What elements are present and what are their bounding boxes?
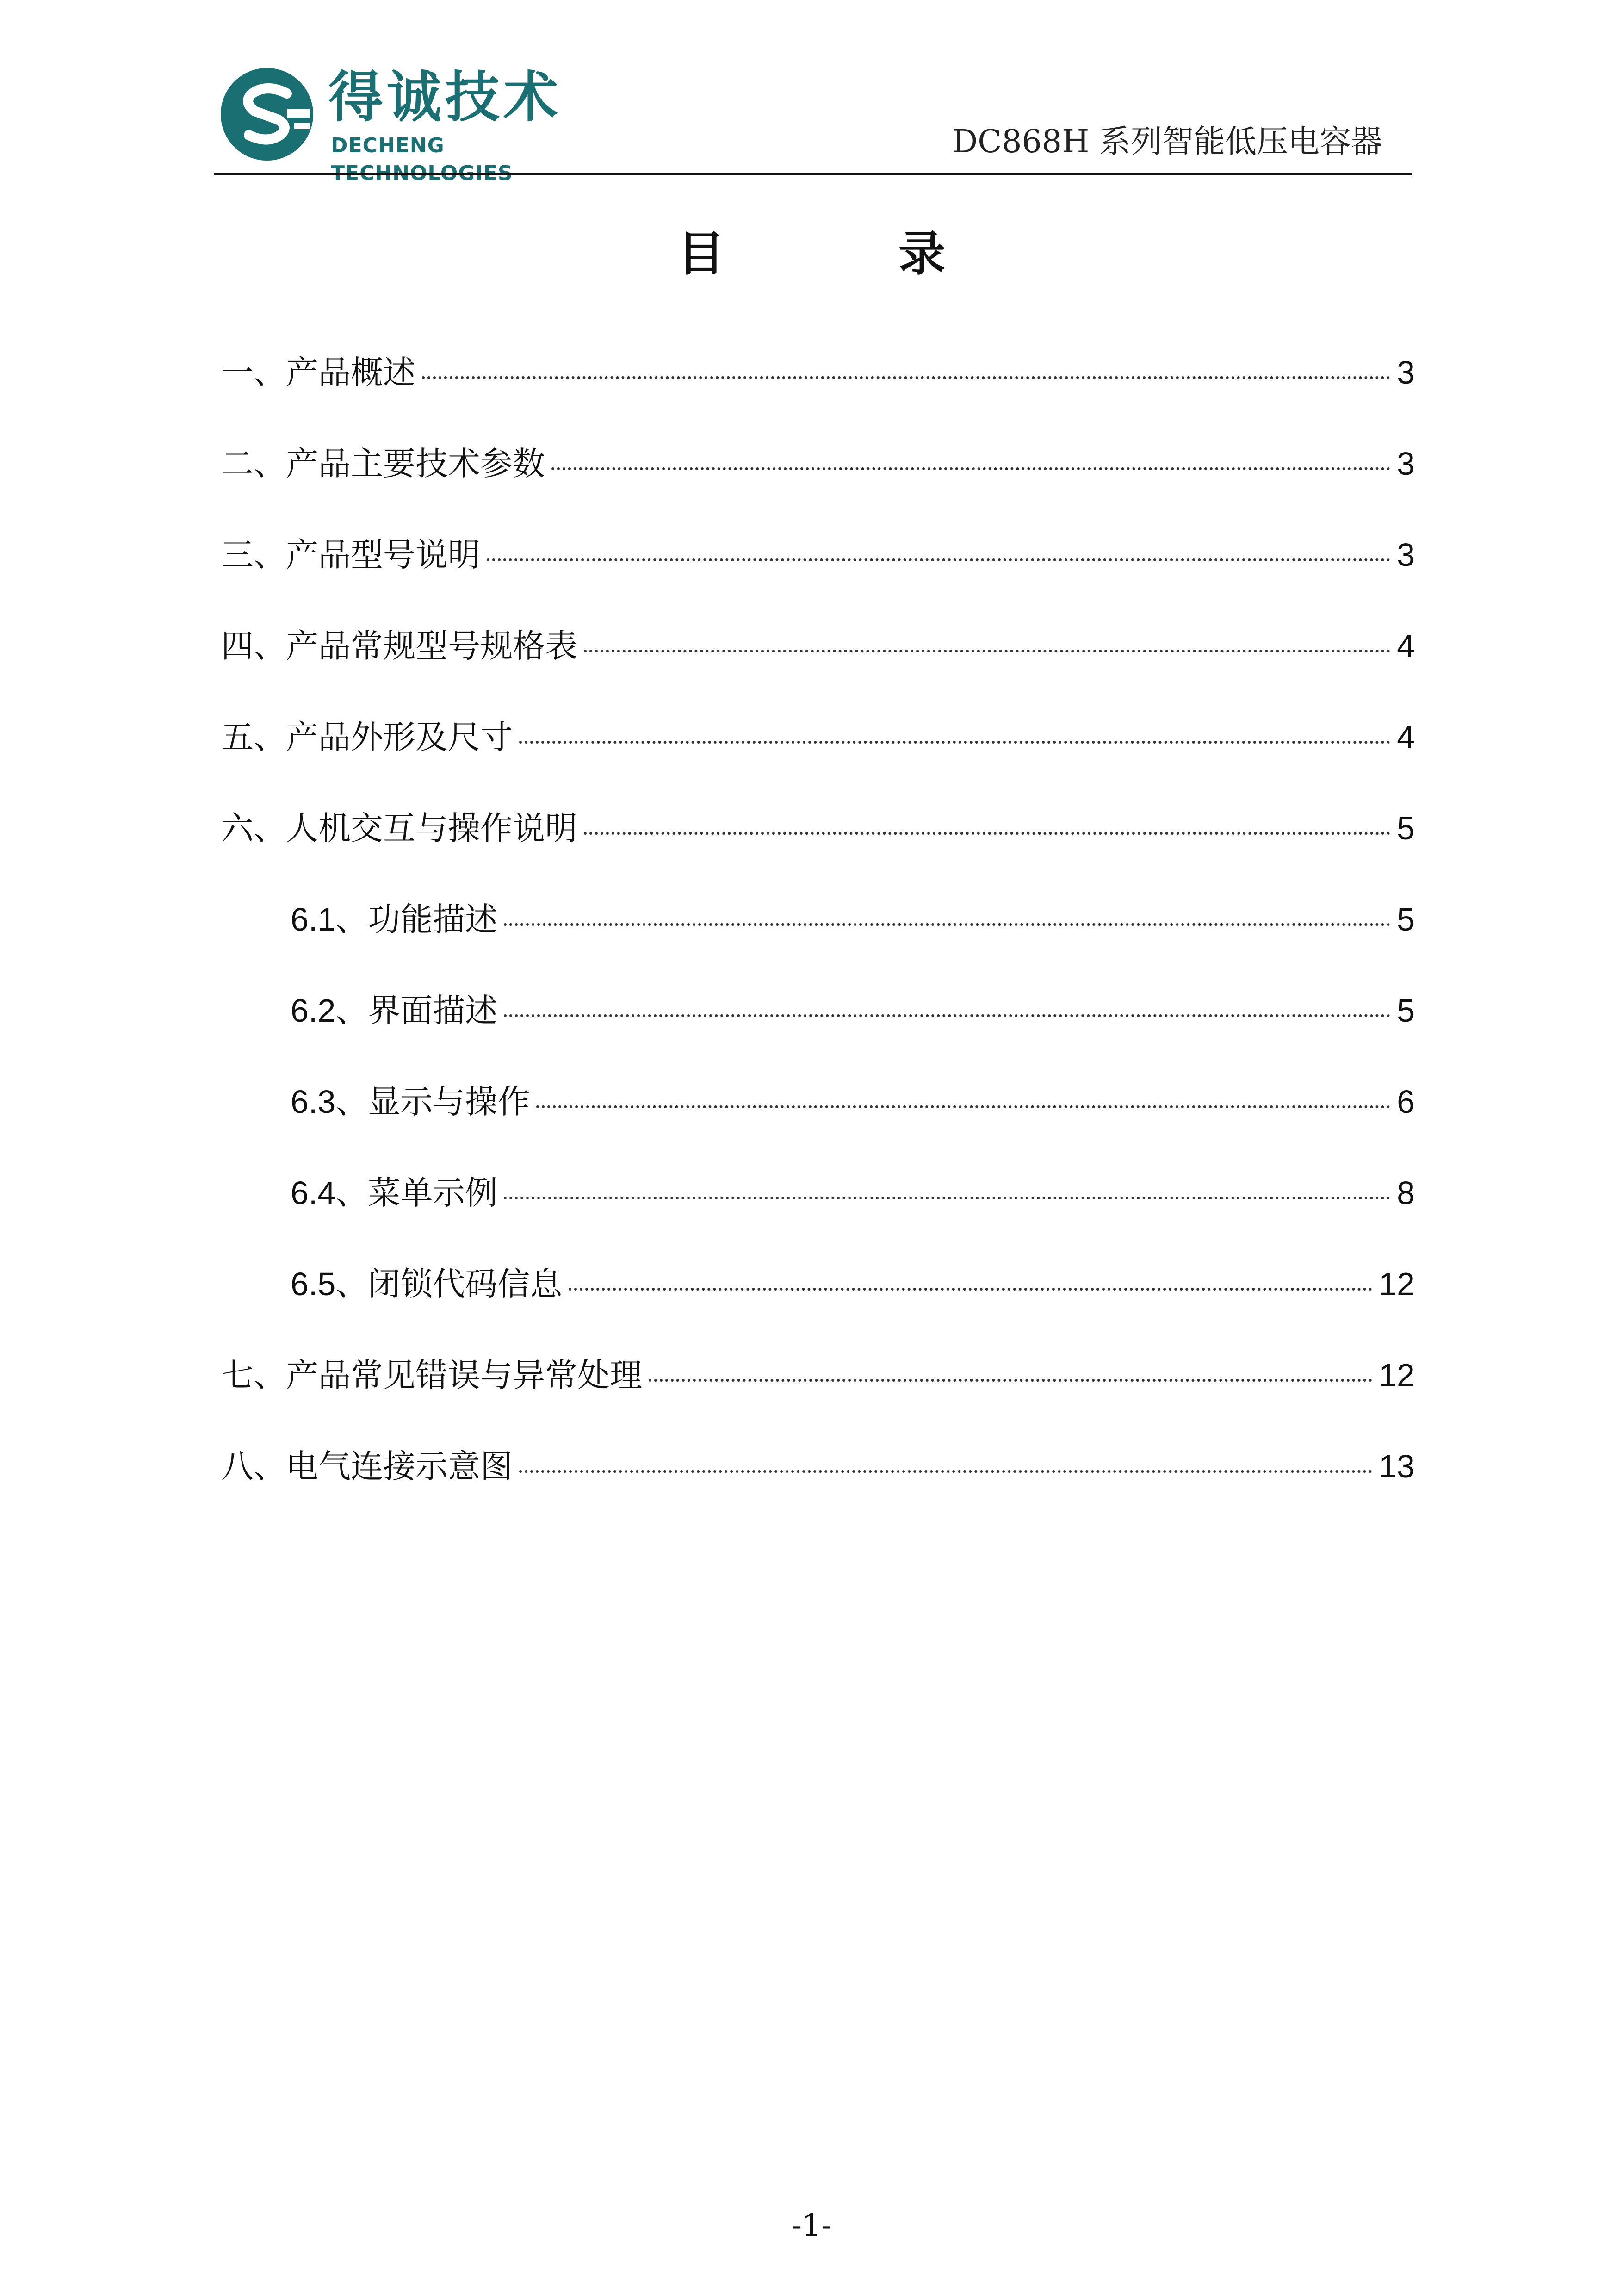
toc-entry[interactable] [221,800,1415,892]
toc-entry[interactable] [221,1347,1415,1439]
toc-entry-label [291,1165,497,1221]
table-of-contents [221,345,1415,1530]
toc-entry-label [291,1256,562,1312]
toc-entry-page: 4 [1397,628,1415,664]
toc-entry-text: 、闭锁代码信息 [335,1265,563,1303]
toc-dot-leader [487,558,1390,561]
toc-entry-page: 5 [1397,810,1415,846]
toc-entry-label [291,892,497,947]
toc-dot-leader [504,1197,1390,1199]
toc-entry-text: 七、产品常见错误与异常处理 [221,1356,642,1394]
toc-entry-text: 、功能描述 [335,900,498,938]
toc-dot-leader [504,923,1390,926]
logo-english-name: DECHENG TECHNOLOGIES [331,134,513,185]
toc-entry-label [291,983,497,1038]
toc-entry-text: 六、人机交互与操作说明 [221,809,577,847]
toc-entry-page: 3 [1397,537,1415,573]
toc-entry-label [221,1439,513,1494]
company-logo [217,62,625,185]
toc-entry-text: 四、产品常规型号规格表 [221,627,577,665]
toc-entry-label [221,527,480,583]
toc-entry-label [291,1074,530,1129]
toc-entry-number: 6.1 [291,901,336,937]
toc-entry-text: 五、产品外形及尺寸 [221,718,513,756]
toc-entry-label [221,345,415,400]
toc-entry-text: 二、产品主要技术参数 [221,445,545,483]
toc-entry-number: 6.5 [291,1266,336,1302]
header-divider [214,173,1412,175]
document-header-title: DC868H 系列智能低压电容器 [952,124,1382,160]
toc-entry-label [221,709,513,765]
toc-entry-page: 5 [1397,993,1415,1029]
toc-entry-label [221,1347,642,1403]
toc-entry[interactable] [221,1439,1415,1530]
toc-entry-label [221,618,577,674]
toc-title: 目 录 [677,227,1024,282]
toc-entry-page: 6 [1397,1084,1415,1120]
toc-entry[interactable] [221,618,1415,709]
toc-dot-leader [422,376,1390,379]
toc-dot-leader [584,832,1390,835]
toc-entry-label [221,800,577,856]
toc-entry-page: 13 [1379,1448,1415,1484]
toc-entry-page: 8 [1397,1175,1415,1211]
toc-entry[interactable] [221,1256,1415,1347]
page-number: -1- [791,2208,832,2243]
toc-dot-leader [519,1470,1372,1473]
company-logo-icon [217,65,317,164]
toc-dot-leader [504,1014,1390,1017]
toc-entry-number: 6.3 [291,1084,336,1120]
toc-entry-text: 八、电气连接示意图 [221,1447,513,1485]
toc-dot-leader [649,1379,1372,1382]
toc-entry-text: 、显示与操作 [335,1083,530,1121]
toc-dot-leader [536,1105,1390,1108]
toc-dot-leader [584,650,1390,652]
toc-entry-page: 3 [1397,446,1415,482]
toc-entry-text: 、界面描述 [335,992,498,1030]
toc-entry-text: 三、产品型号说明 [221,536,480,574]
toc-entry[interactable] [221,527,1415,618]
toc-entry-text: 、菜单示例 [335,1174,498,1212]
toc-entry-number: 6.2 [291,993,336,1029]
toc-entry-label [221,436,545,491]
toc-entry-page: 4 [1397,719,1415,755]
toc-entry-page: 12 [1379,1266,1415,1302]
toc-dot-leader [551,467,1390,470]
toc-entry-number: 6.4 [291,1175,336,1211]
toc-dot-leader [569,1288,1372,1291]
toc-entry[interactable] [221,345,1415,436]
toc-entry[interactable] [221,983,1415,1074]
toc-entry[interactable] [221,436,1415,527]
toc-dot-leader [519,741,1390,744]
toc-entry-page: 3 [1397,354,1415,391]
toc-entry[interactable] [221,1165,1415,1256]
toc-entry[interactable] [221,1074,1415,1165]
toc-entry[interactable] [221,892,1415,983]
toc-entry-page: 5 [1397,901,1415,937]
toc-entry-text: 一、产品概述 [221,354,415,391]
toc-entry-page: 12 [1379,1357,1415,1393]
toc-entry[interactable] [221,709,1415,800]
logo-chinese-name: 得诚技术 [328,65,562,129]
